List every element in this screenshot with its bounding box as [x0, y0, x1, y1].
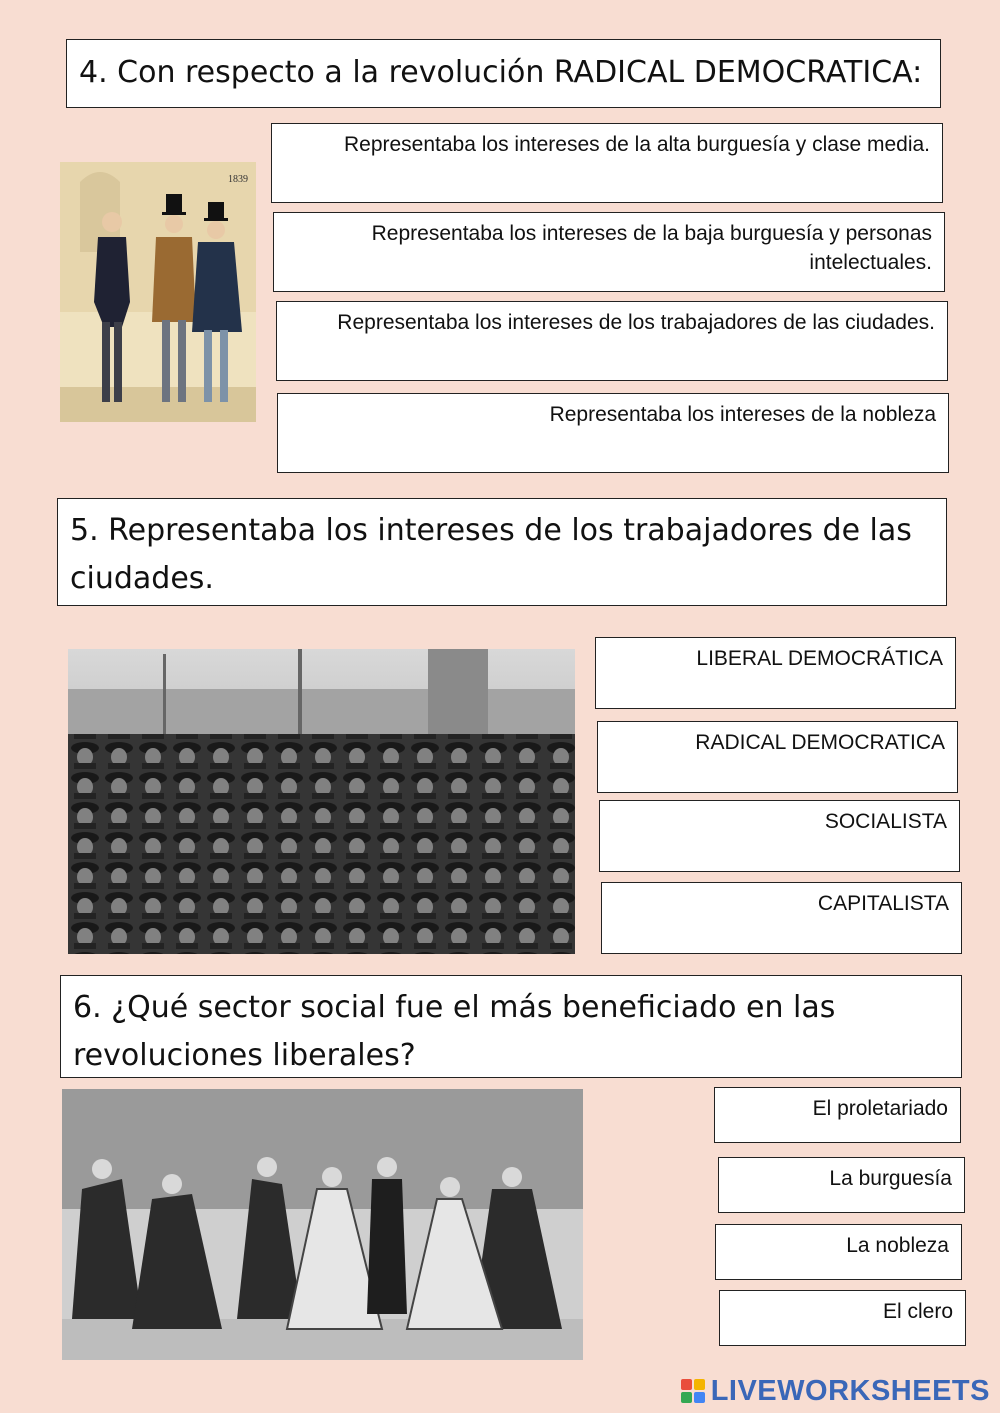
q6-option-burguesia[interactable] — [718, 1157, 965, 1213]
logo-square-blue — [694, 1392, 705, 1403]
liveworksheets-brand[interactable] — [681, 1373, 990, 1409]
q5-option-socialista[interactable] — [599, 800, 960, 872]
q6-option-1-label: El proletariado — [812, 1097, 948, 1120]
q5-option-radical-democratica[interactable] — [597, 721, 958, 793]
workers-crowd-image — [68, 649, 575, 954]
q4-option-2-label: Representaba los intereses de la baja burguesía y personas intelectuales. — [371, 222, 932, 274]
question-6-text: 6. ¿Qué sector social fue el más beneficiado en las revoluciones liberales? — [73, 990, 836, 1073]
q4-option-1[interactable] — [271, 123, 943, 203]
logo-square-yellow — [694, 1379, 705, 1390]
q5-option-3-label: SOCIALISTA — [824, 810, 947, 833]
q4-option-3[interactable] — [276, 301, 948, 381]
question-4-box — [66, 39, 941, 108]
q4-option-4[interactable] — [277, 393, 949, 473]
question-6-box — [60, 975, 962, 1078]
liveworksheets-wordmark: LIVEWORKSHEETS — [710, 1374, 990, 1407]
q5-option-capitalista[interactable] — [601, 882, 962, 954]
fashion-1839-image — [60, 162, 256, 422]
q6-option-nobleza[interactable] — [715, 1224, 962, 1280]
fashion-1839-illustration — [60, 162, 256, 422]
q4-option-4-label: Representaba los intereses de la nobleza — [549, 403, 936, 426]
q6-option-clero[interactable] — [719, 1290, 966, 1346]
q5-option-4-label: CAPITALISTA — [817, 892, 949, 915]
image-year-label: 1839 — [228, 174, 248, 185]
q5-option-liberal-democratica[interactable] — [595, 637, 956, 709]
logo-square-green — [681, 1392, 692, 1403]
q4-option-3-label: Representaba los intereses de los trabajadores de las ciudades. — [337, 311, 935, 334]
workers-crowd-photo — [68, 649, 575, 954]
q6-option-3-label: La nobleza — [846, 1234, 949, 1257]
liveworksheets-logo-icon — [681, 1379, 705, 1403]
logo-square-red — [681, 1379, 692, 1390]
q6-option-2-label: La burguesía — [829, 1167, 952, 1190]
question-5-box — [57, 498, 947, 606]
question-4-text: 4. Con respecto a la revolución RADICAL DEMOCRATICA: — [79, 55, 923, 90]
question-5-text: 5. Representaba los intereses de los trabajadores de las ciudades. — [70, 513, 912, 596]
q6-option-4-label: El clero — [882, 1300, 953, 1323]
q5-option-1-label: LIBERAL DEMOCRÁTICA — [696, 647, 943, 670]
q4-option-2[interactable] — [273, 212, 945, 292]
bourgeoisie-engraving — [62, 1089, 583, 1360]
q5-option-2-label: RADICAL DEMOCRATICA — [695, 731, 945, 754]
q6-option-proletariado[interactable] — [714, 1087, 961, 1143]
q4-option-1-label: Representaba los intereses de la alta burguesía y clase media. — [343, 133, 930, 156]
bourgeoisie-engraving-image — [62, 1089, 583, 1360]
